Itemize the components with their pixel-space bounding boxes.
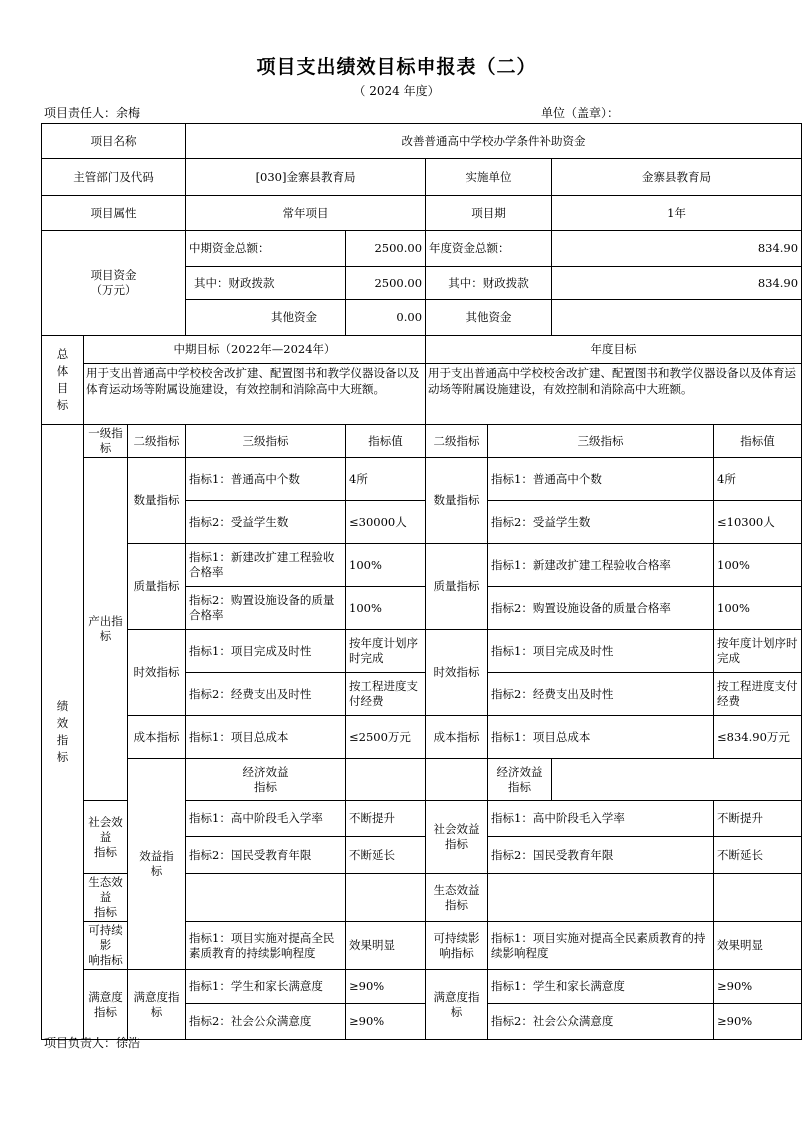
mid-indicator: 指标2：购置设施设备的质量合格率	[186, 587, 346, 630]
mid-value: 效果明显	[346, 922, 426, 970]
department-value: [030]金寨县教育局	[186, 159, 426, 196]
mid-indicator: 指标1：项目实施对提高全民素质教育的持续影响程度	[186, 922, 346, 970]
overall-goal-label: 总 体 目 标	[42, 336, 84, 425]
quality-label-mid: 质量指标	[128, 544, 186, 630]
quantity-label-year: 数量指标	[426, 458, 488, 544]
year-total-label: 年度资金总额：	[426, 231, 552, 267]
year-indicator: 指标1：高中阶段毛入学率	[488, 801, 714, 837]
mid-value: ≥90%	[346, 1004, 426, 1040]
year-value: ≤10300人	[714, 501, 802, 544]
year-value: 100%	[714, 587, 802, 630]
mid-value-empty	[346, 874, 426, 922]
fund-label-line2: （万元）	[90, 283, 137, 297]
ecological-label-year: 生态效益 指标	[426, 874, 488, 922]
row-perf-header	[42, 425, 802, 458]
row-goal-text	[42, 364, 802, 425]
year-indicator: 指标2：国民受教育年限	[488, 837, 714, 874]
cost-label-year: 成本指标	[426, 716, 488, 759]
mid-value: 4所	[346, 458, 426, 501]
year-indicator: 指标2：社会公众满意度	[488, 1004, 714, 1040]
mid-value: 按工程进度支付经费	[346, 673, 426, 716]
mid-indicator: 指标1：学生和家长满意度	[186, 970, 346, 1004]
year-value-empty	[714, 874, 802, 922]
year-indicator: 指标2：经费支出及时性	[488, 673, 714, 716]
year-value: 不断提升	[714, 801, 802, 837]
project-leader: 项目负责人：徐浩	[44, 1036, 141, 1050]
header-level2-year: 二级指标	[426, 425, 488, 458]
department-label: 主管部门及代码	[42, 159, 186, 196]
row-satisfaction-1	[42, 970, 802, 1004]
mid-value: 100%	[346, 587, 426, 630]
cost-label-mid: 成本指标	[128, 716, 186, 759]
year-finance-label: 其中：财政拨款	[426, 267, 552, 300]
responsible-person: 项目责任人：余梅	[44, 106, 141, 120]
year-indicator: 指标2：购置设施设备的质量合格率	[488, 587, 714, 630]
row-cost	[42, 716, 802, 759]
year-value: 按年度计划序时完成	[714, 630, 802, 673]
mid-indicator: 指标2：受益学生数	[186, 501, 346, 544]
social-label-mid: 社会效益 指标	[84, 801, 128, 874]
mid-finance-value: 2500.00	[346, 267, 426, 300]
row-goal-header	[42, 336, 802, 364]
mid-value: 100%	[346, 544, 426, 587]
mid-value: 不断延长	[346, 837, 426, 874]
sustainable-label-mid: 可持续影 响指标	[84, 922, 128, 970]
year-value: ≥90%	[714, 1004, 802, 1040]
row-economic	[42, 759, 802, 801]
year-indicator-empty	[552, 759, 802, 801]
mid-indicator: 指标1：普通高中个数	[186, 458, 346, 501]
mid-value-empty	[426, 759, 488, 801]
benefit-indicator-label: 效益指 标	[128, 759, 186, 970]
project-name-label: 项目名称	[42, 124, 186, 159]
year-value: 100%	[714, 544, 802, 587]
header-value-year: 指标值	[714, 425, 802, 458]
mid-finance-label: 其中：财政拨款	[186, 267, 346, 300]
year-goal-header: 年度目标	[426, 336, 802, 364]
row-timeliness-1	[42, 630, 802, 673]
mid-value: 按年度计划序时完成	[346, 630, 426, 673]
mid-value: ≤2500万元	[346, 716, 426, 759]
year-indicator: 指标1：新建改扩建工程验收合格率	[488, 544, 714, 587]
project-name-value: 改善普通高中学校办学条件补助资金	[186, 124, 802, 159]
mid-indicator: 指标2：经费支出及时性	[186, 673, 346, 716]
row-quantity-1	[42, 458, 802, 501]
year-indicator-empty	[488, 874, 714, 922]
timeliness-label-mid: 时效指标	[128, 630, 186, 716]
year-value: ≥90%	[714, 970, 802, 1004]
attribute-value: 常年项目	[186, 196, 426, 231]
year-indicator: 指标1：项目总成本	[488, 716, 714, 759]
year-value: 按工程进度支付经费	[714, 673, 802, 716]
mid-indicator-empty	[186, 874, 346, 922]
mid-value: ≤30000人	[346, 501, 426, 544]
year-indicator: 指标1：项目完成及时性	[488, 630, 714, 673]
mid-indicator: 指标1：项目完成及时性	[186, 630, 346, 673]
year-value: 4所	[714, 458, 802, 501]
year-finance-value: 834.90	[552, 267, 802, 300]
mid-total-value: 2500.00	[346, 231, 426, 267]
sustainable-label-year: 可持续影 响指标	[426, 922, 488, 970]
satisfaction-label-mid: 满意度指 标	[128, 970, 186, 1040]
year-other-label: 其他资金	[426, 300, 552, 336]
mid-other-value: 0.00	[346, 300, 426, 336]
period-label: 项目期	[426, 196, 552, 231]
year-indicator: 指标1：学生和家长满意度	[488, 970, 714, 1004]
mid-other-label: 其他资金	[186, 300, 346, 336]
header-level3-mid: 三级指标	[186, 425, 346, 458]
social-label-year: 社会效益 指标	[426, 801, 488, 874]
quantity-label-mid: 数量指标	[128, 458, 186, 544]
implementer-value: 金寨县教育局	[552, 159, 802, 196]
mid-value: 不断提升	[346, 801, 426, 837]
mid-indicator: 指标1：项目总成本	[186, 716, 346, 759]
economic-label-mid: 经济效益 指标	[186, 759, 346, 801]
year-value: 效果明显	[714, 922, 802, 970]
mid-indicator: 指标2：国民受教育年限	[186, 837, 346, 874]
row-fund-total	[42, 231, 802, 267]
implementer-label: 实施单位	[426, 159, 552, 196]
mid-goal-header: 中期目标（2022年—2024年）	[84, 336, 426, 364]
unit-seal-label: 单位（盖章）：	[541, 106, 620, 120]
satisfaction-label-year: 满意度指 标	[426, 970, 488, 1040]
ecological-label-mid: 生态效益 指标	[84, 874, 128, 922]
year-indicator: 指标2：受益学生数	[488, 501, 714, 544]
year-indicator: 指标1：普通高中个数	[488, 458, 714, 501]
economic-label-year: 经济效益 指标	[488, 759, 552, 801]
year-goal-text: 用于支出普通高中学校校舍改扩建、配置图书和教学仪器设备以及体育运动场等附属设施建设，有效控制和消除高中大班额。	[426, 364, 802, 425]
mid-goal-text: 用于支出普通高中学校校舍改扩建、配置图书和教学仪器设备以及体育运动场等附属设施建设，有效控制和消除高中大班额。	[84, 364, 426, 425]
quality-label-year: 质量指标	[426, 544, 488, 630]
attribute-label: 项目属性	[42, 196, 186, 231]
year-other-value	[552, 300, 802, 336]
year-value: 不断延长	[714, 837, 802, 874]
period-value: 1年	[552, 196, 802, 231]
row-project-name	[42, 124, 802, 159]
header-level2-mid: 二级指标	[128, 425, 186, 458]
mid-value: ≥90%	[346, 970, 426, 1004]
output-indicator-label: 产出指 标	[84, 458, 128, 801]
performance-target-table	[41, 123, 802, 1040]
mid-indicator-empty	[346, 759, 426, 801]
header-level1: 一级指 标	[84, 425, 128, 458]
header-value-mid: 指标值	[346, 425, 426, 458]
year-total-value: 834.90	[552, 231, 802, 267]
mid-indicator: 指标1：高中阶段毛入学率	[186, 801, 346, 837]
fund-label-line1: 项目资金	[90, 268, 137, 282]
satisfaction-indicator-label: 满意度 指标	[84, 970, 128, 1040]
row-attribute	[42, 196, 802, 231]
year-value: ≤834.90万元	[714, 716, 802, 759]
year-line: （ 2024 年度）	[353, 84, 440, 98]
mid-indicator: 指标1：新建改扩建工程验收合格率	[186, 544, 346, 587]
fund-label	[42, 231, 186, 336]
mid-total-label: 中期资金总额：	[186, 231, 346, 267]
mid-indicator: 指标2：社会公众满意度	[186, 1004, 346, 1040]
page-title: 项目支出绩效目标申报表（二）	[256, 56, 537, 78]
header-level3-year: 三级指标	[488, 425, 714, 458]
perf-label: 绩 效 指 标	[42, 425, 84, 1040]
row-department	[42, 159, 802, 196]
row-quality-1	[42, 544, 802, 587]
timeliness-label-year: 时效指标	[426, 630, 488, 716]
year-indicator: 指标1：项目实施对提高全民素质教育的持续影响程度	[488, 922, 714, 970]
